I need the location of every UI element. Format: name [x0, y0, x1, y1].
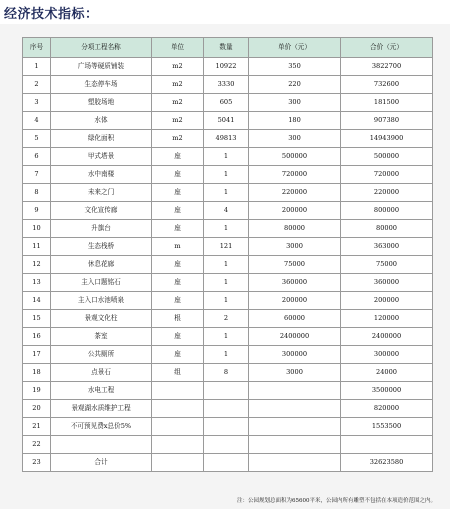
unit-cell: m2: [152, 58, 204, 76]
unit-price-cell: 200000: [249, 202, 341, 220]
item-name-cell: 水电工程: [51, 382, 152, 400]
unit-price-cell: 80000: [249, 220, 341, 238]
quantity-cell: 5041: [204, 112, 249, 130]
index-cell: 2: [23, 76, 51, 94]
item-name-cell: 公共厕所: [51, 346, 152, 364]
item-name-cell: 升旗台: [51, 220, 152, 238]
item-name-cell: 休息花廊: [51, 256, 152, 274]
item-name-cell: 绿化面积: [51, 130, 152, 148]
index-cell: 11: [23, 238, 51, 256]
table-row: [23, 148, 433, 166]
item-name-cell: 未来之门: [51, 184, 152, 202]
total-price-cell: 3822700: [341, 58, 433, 76]
unit-cell: [152, 436, 204, 454]
quantity-cell: 10922: [204, 58, 249, 76]
unit-price-cell: 300: [249, 94, 341, 112]
unit-price-cell: [249, 436, 341, 454]
header-cell-item-name: 分项工程名称: [51, 38, 152, 58]
quantity-cell: 1: [204, 346, 249, 364]
header-cell-index: 序号: [23, 38, 51, 58]
unit-cell: 座: [152, 346, 204, 364]
header-cell-quantity: 数量: [204, 38, 249, 58]
quantity-cell: 1: [204, 274, 249, 292]
unit-price-cell: [249, 418, 341, 436]
total-price-cell: 1553500: [341, 418, 433, 436]
quantity-cell: 2: [204, 310, 249, 328]
page-heading: 经济技术指标：: [4, 7, 99, 22]
unit-cell: m2: [152, 112, 204, 130]
unit-cell: 根: [152, 310, 204, 328]
index-cell: 1: [23, 58, 51, 76]
quantity-cell: 1: [204, 256, 249, 274]
total-price-cell: 800000: [341, 202, 433, 220]
unit-cell: 座: [152, 328, 204, 346]
table-row: [23, 274, 433, 292]
total-price-cell: 80000: [341, 220, 433, 238]
unit-price-cell: 60000: [249, 310, 341, 328]
index-cell: 10: [23, 220, 51, 238]
unit-price-cell: 360000: [249, 274, 341, 292]
total-price-cell: 363000: [341, 238, 433, 256]
table-row: [23, 58, 433, 76]
quantity-cell: [204, 418, 249, 436]
item-name-cell: [51, 436, 152, 454]
total-price-cell: 181500: [341, 94, 433, 112]
unit-cell: 座: [152, 220, 204, 238]
unit-price-cell: 300000: [249, 346, 341, 364]
unit-price-cell: [249, 382, 341, 400]
unit-cell: 座: [152, 166, 204, 184]
table-row: [23, 238, 433, 256]
index-cell: 18: [23, 364, 51, 382]
index-cell: 22: [23, 436, 51, 454]
unit-cell: 座: [152, 274, 204, 292]
quantity-cell: 1: [204, 166, 249, 184]
unit-price-cell: 3000: [249, 364, 341, 382]
unit-cell: m2: [152, 94, 204, 112]
table-row: [23, 436, 433, 454]
total-price-cell: 300000: [341, 346, 433, 364]
total-price-cell: 2400000: [341, 328, 433, 346]
index-cell: 12: [23, 256, 51, 274]
item-name-cell: 景观文化柱: [51, 310, 152, 328]
index-cell: 15: [23, 310, 51, 328]
item-name-cell: 点景石: [51, 364, 152, 382]
unit-cell: 座: [152, 184, 204, 202]
total-price-cell: 200000: [341, 292, 433, 310]
item-name-cell: 文化宣传廊: [51, 202, 152, 220]
total-price-cell: 120000: [341, 310, 433, 328]
table-row: [23, 76, 433, 94]
index-cell: 3: [23, 94, 51, 112]
quantity-cell: [204, 400, 249, 418]
header-cell-total-price: 合价（元）: [341, 38, 433, 58]
table-row: [23, 310, 433, 328]
total-price-cell: 732600: [341, 76, 433, 94]
index-cell: 20: [23, 400, 51, 418]
unit-cell: 座: [152, 148, 204, 166]
quantity-cell: 605: [204, 94, 249, 112]
quantity-cell: 3330: [204, 76, 249, 94]
index-cell: 14: [23, 292, 51, 310]
quantity-cell: 1: [204, 328, 249, 346]
quantity-cell: [204, 382, 249, 400]
unit-cell: 组: [152, 364, 204, 382]
index-cell: 9: [23, 202, 51, 220]
index-cell: 5: [23, 130, 51, 148]
total-price-cell: 500000: [341, 148, 433, 166]
unit-cell: m2: [152, 76, 204, 94]
unit-cell: 座: [152, 202, 204, 220]
unit-price-cell: 500000: [249, 148, 341, 166]
item-name-cell: 主入口题铭石: [51, 274, 152, 292]
quantity-cell: 8: [204, 364, 249, 382]
item-name-cell: 主入口水池喷泉: [51, 292, 152, 310]
item-name-cell: 合计: [51, 454, 152, 472]
total-price-cell: 14943900: [341, 130, 433, 148]
unit-cell: m: [152, 238, 204, 256]
table-row: [23, 184, 433, 202]
unit-price-cell: 220000: [249, 184, 341, 202]
header-cell-unit-price: 单价（元）: [249, 38, 341, 58]
quantity-cell: 1: [204, 148, 249, 166]
unit-cell: [152, 382, 204, 400]
index-cell: 13: [23, 274, 51, 292]
item-name-cell: 茶室: [51, 328, 152, 346]
table-row: [23, 418, 433, 436]
item-name-cell: 水中南楼: [51, 166, 152, 184]
index-cell: 19: [23, 382, 51, 400]
total-price-cell: 24000: [341, 364, 433, 382]
unit-price-cell: 300: [249, 130, 341, 148]
unit-cell: [152, 400, 204, 418]
quantity-cell: 121: [204, 238, 249, 256]
unit-price-cell: 3000: [249, 238, 341, 256]
index-cell: 16: [23, 328, 51, 346]
unit-price-cell: 350: [249, 58, 341, 76]
quantity-cell: [204, 436, 249, 454]
quantity-cell: 4: [204, 202, 249, 220]
index-cell: 17: [23, 346, 51, 364]
quantity-cell: 49813: [204, 130, 249, 148]
unit-price-cell: 75000: [249, 256, 341, 274]
item-name-cell: 塑胶场地: [51, 94, 152, 112]
table-row: [23, 256, 433, 274]
table-row: [23, 94, 433, 112]
unit-price-cell: [249, 400, 341, 418]
total-price-cell: 720000: [341, 166, 433, 184]
total-price-cell: 820000: [341, 400, 433, 418]
total-price-cell: [341, 436, 433, 454]
table-header-row: [23, 38, 433, 58]
unit-cell: [152, 454, 204, 472]
item-name-cell: 生态栈桥: [51, 238, 152, 256]
footnote: 注：公园规划总面积为65600平米，公园内所有雕塑不包括在本项造价范围之内。: [237, 498, 436, 504]
table-row: [23, 112, 433, 130]
index-cell: 6: [23, 148, 51, 166]
item-name-cell: 景观湖水质维护工程: [51, 400, 152, 418]
unit-price-cell: [249, 454, 341, 472]
index-cell: 7: [23, 166, 51, 184]
unit-price-cell: 720000: [249, 166, 341, 184]
item-name-cell: 生态停车场: [51, 76, 152, 94]
unit-price-cell: 220: [249, 76, 341, 94]
item-name-cell: 广场等硬质铺装: [51, 58, 152, 76]
quantity-cell: [204, 454, 249, 472]
index-cell: 4: [23, 112, 51, 130]
total-price-cell: 907380: [341, 112, 433, 130]
table-row: [23, 382, 433, 400]
item-name-cell: 甲式塔景: [51, 148, 152, 166]
total-price-cell: 220000: [341, 184, 433, 202]
unit-cell: m2: [152, 130, 204, 148]
table-row: [23, 220, 433, 238]
table-row: [23, 328, 433, 346]
unit-price-cell: 200000: [249, 292, 341, 310]
unit-cell: 座: [152, 256, 204, 274]
table-row: [23, 292, 433, 310]
index-cell: 23: [23, 454, 51, 472]
economic-indicators-table: [22, 37, 433, 472]
unit-cell: [152, 418, 204, 436]
table-row: [23, 166, 433, 184]
unit-price-cell: 180: [249, 112, 341, 130]
table-row: [23, 130, 433, 148]
item-name-cell: 水体: [51, 112, 152, 130]
total-price-cell: 3500000: [341, 382, 433, 400]
total-price-cell: 360000: [341, 274, 433, 292]
index-cell: 21: [23, 418, 51, 436]
table-row: [23, 364, 433, 382]
table-row: [23, 400, 433, 418]
total-price-cell: 32623580: [341, 454, 433, 472]
item-name-cell: 不可预见费x总价5%: [51, 418, 152, 436]
total-price-cell: 75000: [341, 256, 433, 274]
quantity-cell: 1: [204, 220, 249, 238]
unit-cell: 座: [152, 292, 204, 310]
unit-price-cell: 2400000: [249, 328, 341, 346]
index-cell: 8: [23, 184, 51, 202]
table-row: [23, 346, 433, 364]
table-body: [23, 58, 433, 472]
table-row: [23, 454, 433, 472]
quantity-cell: 1: [204, 184, 249, 202]
header-cell-unit: 单位: [152, 38, 204, 58]
quantity-cell: 1: [204, 292, 249, 310]
table-row: [23, 202, 433, 220]
